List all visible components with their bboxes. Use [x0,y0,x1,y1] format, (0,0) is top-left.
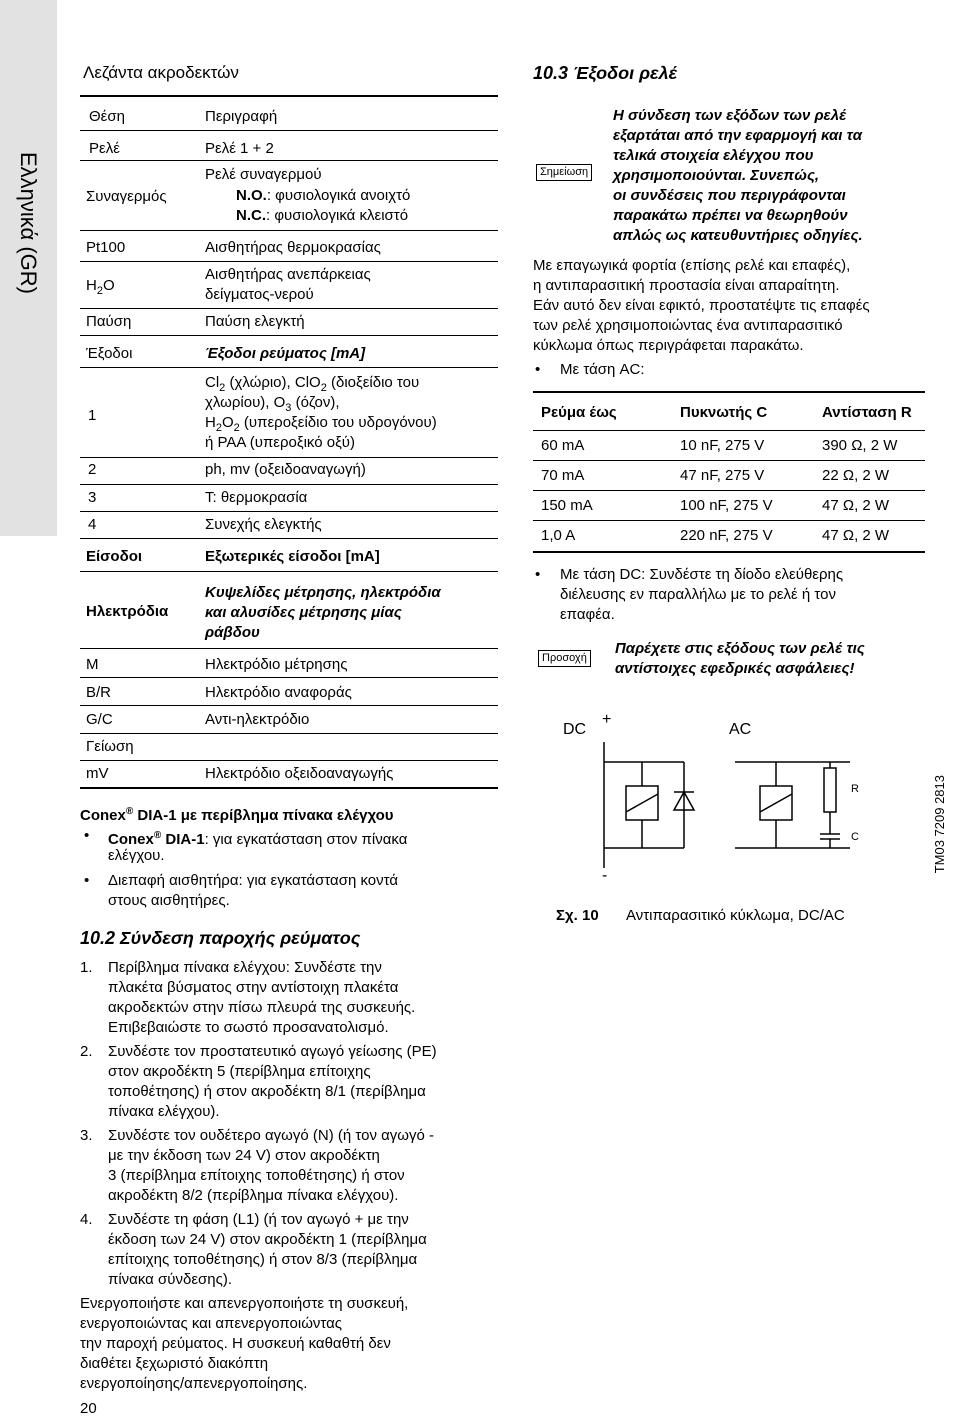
inputs-position: Είσοδοι [86,548,143,565]
relay-position: Ρελέ [89,140,120,157]
row-rule [80,648,498,649]
pause-position: Παύση [86,313,132,330]
plus-label: + [602,711,612,728]
dc-bullet-line-1: Με τάση DC: Συνδέστε τη δίοδο ελεύθερης [560,566,844,583]
figure-caption: Αντιπαρασιτικό κύκλωμα, DC/AC [626,907,845,924]
ac-table-cell: 47 Ω, 2 W [822,497,890,514]
h2o-o: O [102,277,115,294]
power-paragraph-line-1: Ενεργοποιήστε και απενεργοποιήστε τη συσκευή, [80,1295,409,1312]
electrodes-description-3: ράβδου [205,624,260,641]
conex-bullet-1-line-2: ελέγχου. [108,847,165,864]
electrodes-description-2: και αλυσίδες μέτρησης μίας [205,604,402,621]
tm-code-wrapper [927,775,953,895]
row-rule [80,367,498,368]
alarm-no-text: : φυσιολογικά ανοιχτό [266,187,411,204]
note-label-box: Σημείωση [536,164,592,181]
ground-position: Γείωση [86,738,134,755]
note-line-3: τελικά στοιχεία ελέγχου που [613,147,814,164]
row-rule [80,571,498,572]
table-header-rule [80,130,498,131]
note-line-4: χρησιμοποιούνται. Συνεπώς, [613,167,820,184]
output-4-position: 4 [88,516,97,533]
ac-table-header-resistor: Αντίσταση R [822,404,912,421]
item-2-line-3: τοποθέτησης) ή στον ακροδέκτη 8/1 (περίβλημα [108,1083,426,1100]
row-rule [80,511,498,512]
ac-table-cell: 70 mA [541,467,585,484]
output-3-description: T: θερμοκρασία [205,489,308,506]
alarm-no [236,186,410,206]
t: Cl [205,374,220,391]
t: 2 [219,382,226,394]
t: H [205,414,216,431]
capacitor-label: C [851,831,859,843]
bullet: • [535,566,541,583]
row-rule [80,308,498,309]
output-1-line-4: ή PAA (υπεροξικό οξύ) [205,434,355,451]
conex-bullet-2-line-1: Διεπαφή αισθητήρα: για εγκατάσταση κοντά [108,872,399,889]
ac-table-cell: 390 Ω, 2 W [822,437,898,454]
br-position: B/R [86,684,112,701]
alarm-no-code: N.O. [236,187,267,204]
h2o-sub: 2 [96,285,103,297]
power-paragraph-line-2: ενεργοποιώντας και απενεργοποιώντας [80,1315,343,1332]
row-rule [80,261,498,262]
ac-table-cell: 47 nF, 275 V [680,467,765,484]
minus-label: - [602,867,608,884]
legend-title: Λεζάντα ακροδεκτών [83,63,239,82]
alarm-nc [236,206,408,226]
pt100-description: Αισθητήρας θερμοκρασίας [205,239,381,256]
tm-code: TM03 7209 2813 [932,775,947,874]
bullet: • [84,872,90,889]
ac-relay-coil-slash [760,794,792,812]
relay-paragraph-line-2: η αντιπαρασιτική προστασία είναι απαραίτητη. [533,277,840,294]
t: (υπεροξείδιο του υδρογόνου) [239,414,437,431]
gc-description: Αντι-ηλεκτρόδιο [205,711,310,728]
registered-mark: ® [125,806,134,817]
note-line-2: εξαρτάται από την εφαρμογή και τα [613,127,863,144]
electrodes-description-1: Κυψελίδες μέτρησης, ηλεκτρόδια [205,584,441,601]
col-header-description: Περιγραφή [205,108,278,125]
ac-table-cell: 47 Ω, 2 W [822,527,890,544]
registered-mark: ® [153,830,162,841]
row-rule [80,484,498,485]
electrodes-position: Ηλεκτρόδια [86,603,169,620]
t: (χλώριο), ClO [225,374,321,391]
ac-table-header-current: Ρεύμα έως [541,404,617,421]
t: 3 [285,402,292,414]
ac-table-cell: 60 mA [541,437,585,454]
relay-paragraph-line-1: Με επαγωγικά φορτία (επίσης ρελέ και επαφές), [533,257,851,274]
item-3-line-1: Συνδέστε τον ουδέτερο αγωγό (N) (ή τον αγωγό - [108,1127,435,1144]
power-paragraph-line-3: την παροχή ρεύματος. Η συσκευή καθαθτή δεν [80,1335,391,1352]
ac-table-rule [533,520,925,521]
t: Conex [80,807,126,824]
alarm-nc-code: N.C. [236,207,266,224]
item-2-number: 2. [80,1043,93,1060]
bullet: • [84,827,90,844]
t: (όζον), [291,394,340,411]
ac-table-cell: 1,0 A [541,527,576,544]
output-1-line-3 [205,413,437,434]
output-3-position: 3 [88,489,97,506]
row-rule [80,705,498,706]
ac-table-rule [533,490,925,491]
note-line-1: Η σύνδεση των εξόδων των ρελέ [613,107,847,124]
pt100-position: Pt100 [86,239,126,256]
figure-number: Σχ. 10 [556,907,599,924]
ac-table-rule [533,460,925,461]
output-4-description: Συνεχής ελεγκτής [205,516,322,533]
row-rule [80,760,498,761]
ac-table-bottom-rule [533,551,925,553]
ac-table-rule [533,430,925,431]
t: 2 [215,422,222,434]
resistor-label: R [851,783,859,795]
m-position: M [86,656,99,673]
output-1-position: 1 [88,407,97,424]
t: Conex [108,831,154,848]
h2o-position [86,276,115,297]
alarm-description: Ρελέ συναγερμού [205,166,322,183]
power-paragraph-line-4: διαθέτει ξεχωριστό διακόπτη [80,1355,269,1372]
col-header-position: Θέση [89,108,125,125]
m-description: Ηλεκτρόδιο μέτρησης [205,656,348,673]
item-4-line-1: Συνδέστε τη φάση (L1) (ή τον αγωγό + με την [108,1211,409,1228]
note-line-5: οι συνδέσεις που περιγράφονται [613,187,846,204]
alarm-position: Συναγερμός [86,188,167,205]
alarm-nc-text: : φυσιολογικά κλειστό [266,207,409,224]
t: 2 [233,422,240,434]
caution-label-box: Προσοχή [538,650,591,667]
item-4-line-2: έκδοση των 24 V) στον ακροδέκτη 1 (περίβλημα [108,1231,427,1248]
suppression-circuit-diagram [590,738,850,872]
item-2-line-4: πίνακα ελέγχου). [108,1103,220,1120]
section-10-3-title: 10.3 Έξοδοι ρελέ [533,63,678,83]
t: DIA-1 [161,831,205,848]
conex-bullet-2-line-2: στους αισθητήρες. [108,892,230,909]
ac-table-cell: 22 Ω, 2 W [822,467,890,484]
relay-paragraph-line-5: κύκλωμα όπως περιγράφεται παρακάτω. [533,337,804,354]
ac-table-cell: 150 mA [541,497,593,514]
caution-line-2: αντίστοιχες εφεδρικές ασφάλειες! [615,660,855,677]
item-2-line-1: Συνδέστε τον προστατευτικό αγωγό γείωσης (PE) [108,1043,437,1060]
dc-label: DC [563,721,587,738]
power-paragraph-line-5: ενεργοποίησης/απενεργοποίησης. [80,1375,308,1392]
row-rule [80,335,498,336]
item-1-number: 1. [80,959,93,976]
note-line-6: παρακάτω πρέπει να θεωρηθούν [613,207,848,224]
ac-table-cell: 10 nF, 275 V [680,437,765,454]
item-1-line-2: πλακέτα βύσματος στην αντίστοιχη πλακέτα [108,979,399,996]
output-2-position: 2 [88,461,97,478]
item-3-number: 3. [80,1127,93,1144]
row-rule [80,230,498,231]
ac-table-cell: 100 nF, 275 V [680,497,773,514]
conex-heading [80,802,394,826]
output-1-line-2 [205,393,340,414]
note-line-7: απλώς ως κατευθυντήριες οδηγίες. [613,227,863,244]
bullet: • [535,361,541,378]
item-4-line-4: πίνακα σύνδεσης). [108,1271,232,1288]
h2o-description-1: Αισθητήρας ανεπάρκειας [205,266,371,283]
br-description: Ηλεκτρόδιο αναφοράς [205,684,352,701]
h2o-description-2: δείγματος-νερού [205,286,314,303]
t: (διοξείδιο του [326,374,420,391]
gc-position: G/C [86,711,113,728]
mv-description: Ηλεκτρόδιο οξειδοαναγωγής [205,765,394,782]
t: O [221,414,234,431]
t: 2 [320,382,327,394]
dc-bullet-line-3: επαφέα. [560,606,615,623]
mv-position: mV [86,765,109,782]
item-4-number: 4. [80,1211,93,1228]
language-tab-label: Ελληνικά (GR) [16,152,41,295]
relay-coil-slash [626,794,658,812]
caution-line-1: Παρέχετε στις εξόδους των ρελέ τις [615,640,865,657]
inputs-description: Εξωτερικές είσοδοι [mA] [205,548,380,565]
t: DIA-1 με περίβλημα πίνακα ελέγχου [133,807,394,824]
item-1-line-4: Επιβεβαιώστε το σωστό προσανατολισμό. [108,1019,389,1036]
row-rule [80,733,498,734]
outputs-position: Έξοδοι [86,345,133,362]
ac-table-top-rule [533,391,925,393]
item-3-line-3: 3 (περίβλημα επίτοιχης τοποθέτησης) ή στον [108,1167,405,1184]
ac-table-header-capacitor: Πυκνωτής C [680,404,768,421]
language-side-tab [0,0,57,536]
relay-paragraph-line-4: των ρελέ χρησιμοποιώντας ένα αντιπαρασιτικό [533,317,843,334]
item-1-line-3: ακροδεκτών στην πίσω πλευρά της συσκευής. [108,999,416,1016]
ac-label: AC [729,721,752,738]
row-rule [80,677,498,678]
t: χλωρίου), O [205,394,286,411]
section-10-2-title: 10.2 Σύνδεση παροχής ρεύματος [80,928,361,948]
outputs-description: Έξοδοι ρεύματος [mA] [205,345,366,362]
table-top-rule [80,95,498,97]
resistor-symbol [824,768,836,812]
ac-table-cell: 220 nF, 275 V [680,527,773,544]
h2o-h: H [86,277,97,294]
row-rule [80,160,498,161]
item-2-line-2: στον ακροδέκτη 5 (περίβλημα επίτοιχης [108,1063,371,1080]
output-2-description: ph, mv (οξειδοαναγωγή) [205,461,366,478]
item-3-line-2: με την έκδοση των 24 V) στον ακροδέκτη [108,1147,380,1164]
item-4-line-3: επίτοιχης τοποθέτησης) ή στον 8/3 (περίβλημα [108,1251,418,1268]
table-bottom-rule [80,787,498,789]
pause-description: Παύση ελεγκτή [205,313,305,330]
page-number: 20 [80,1400,97,1417]
item-1-line-1: Περίβλημα πίνακα ελέγχου: Συνδέστε την [108,959,382,976]
dc-bullet-line-2: διέλευσης εν παραλλήλω με το ρελέ ή τον [560,586,836,603]
t: : για εγκατάσταση στον πίνακα [204,831,408,848]
relay-paragraph-line-3: Εάν αυτό δεν είναι εφικτό, προστατέψτε τις επαφές [533,297,870,314]
row-rule [80,457,498,458]
ac-voltage-bullet: Με τάση AC: [560,361,645,378]
relay-description: Ρελέ 1 + 2 [205,140,274,157]
item-3-line-4: ακροδέκτη 8/2 (περίβλημα πίνακα ελέγχου). [108,1187,399,1204]
output-1-line-1 [205,373,419,394]
row-rule [80,538,498,539]
